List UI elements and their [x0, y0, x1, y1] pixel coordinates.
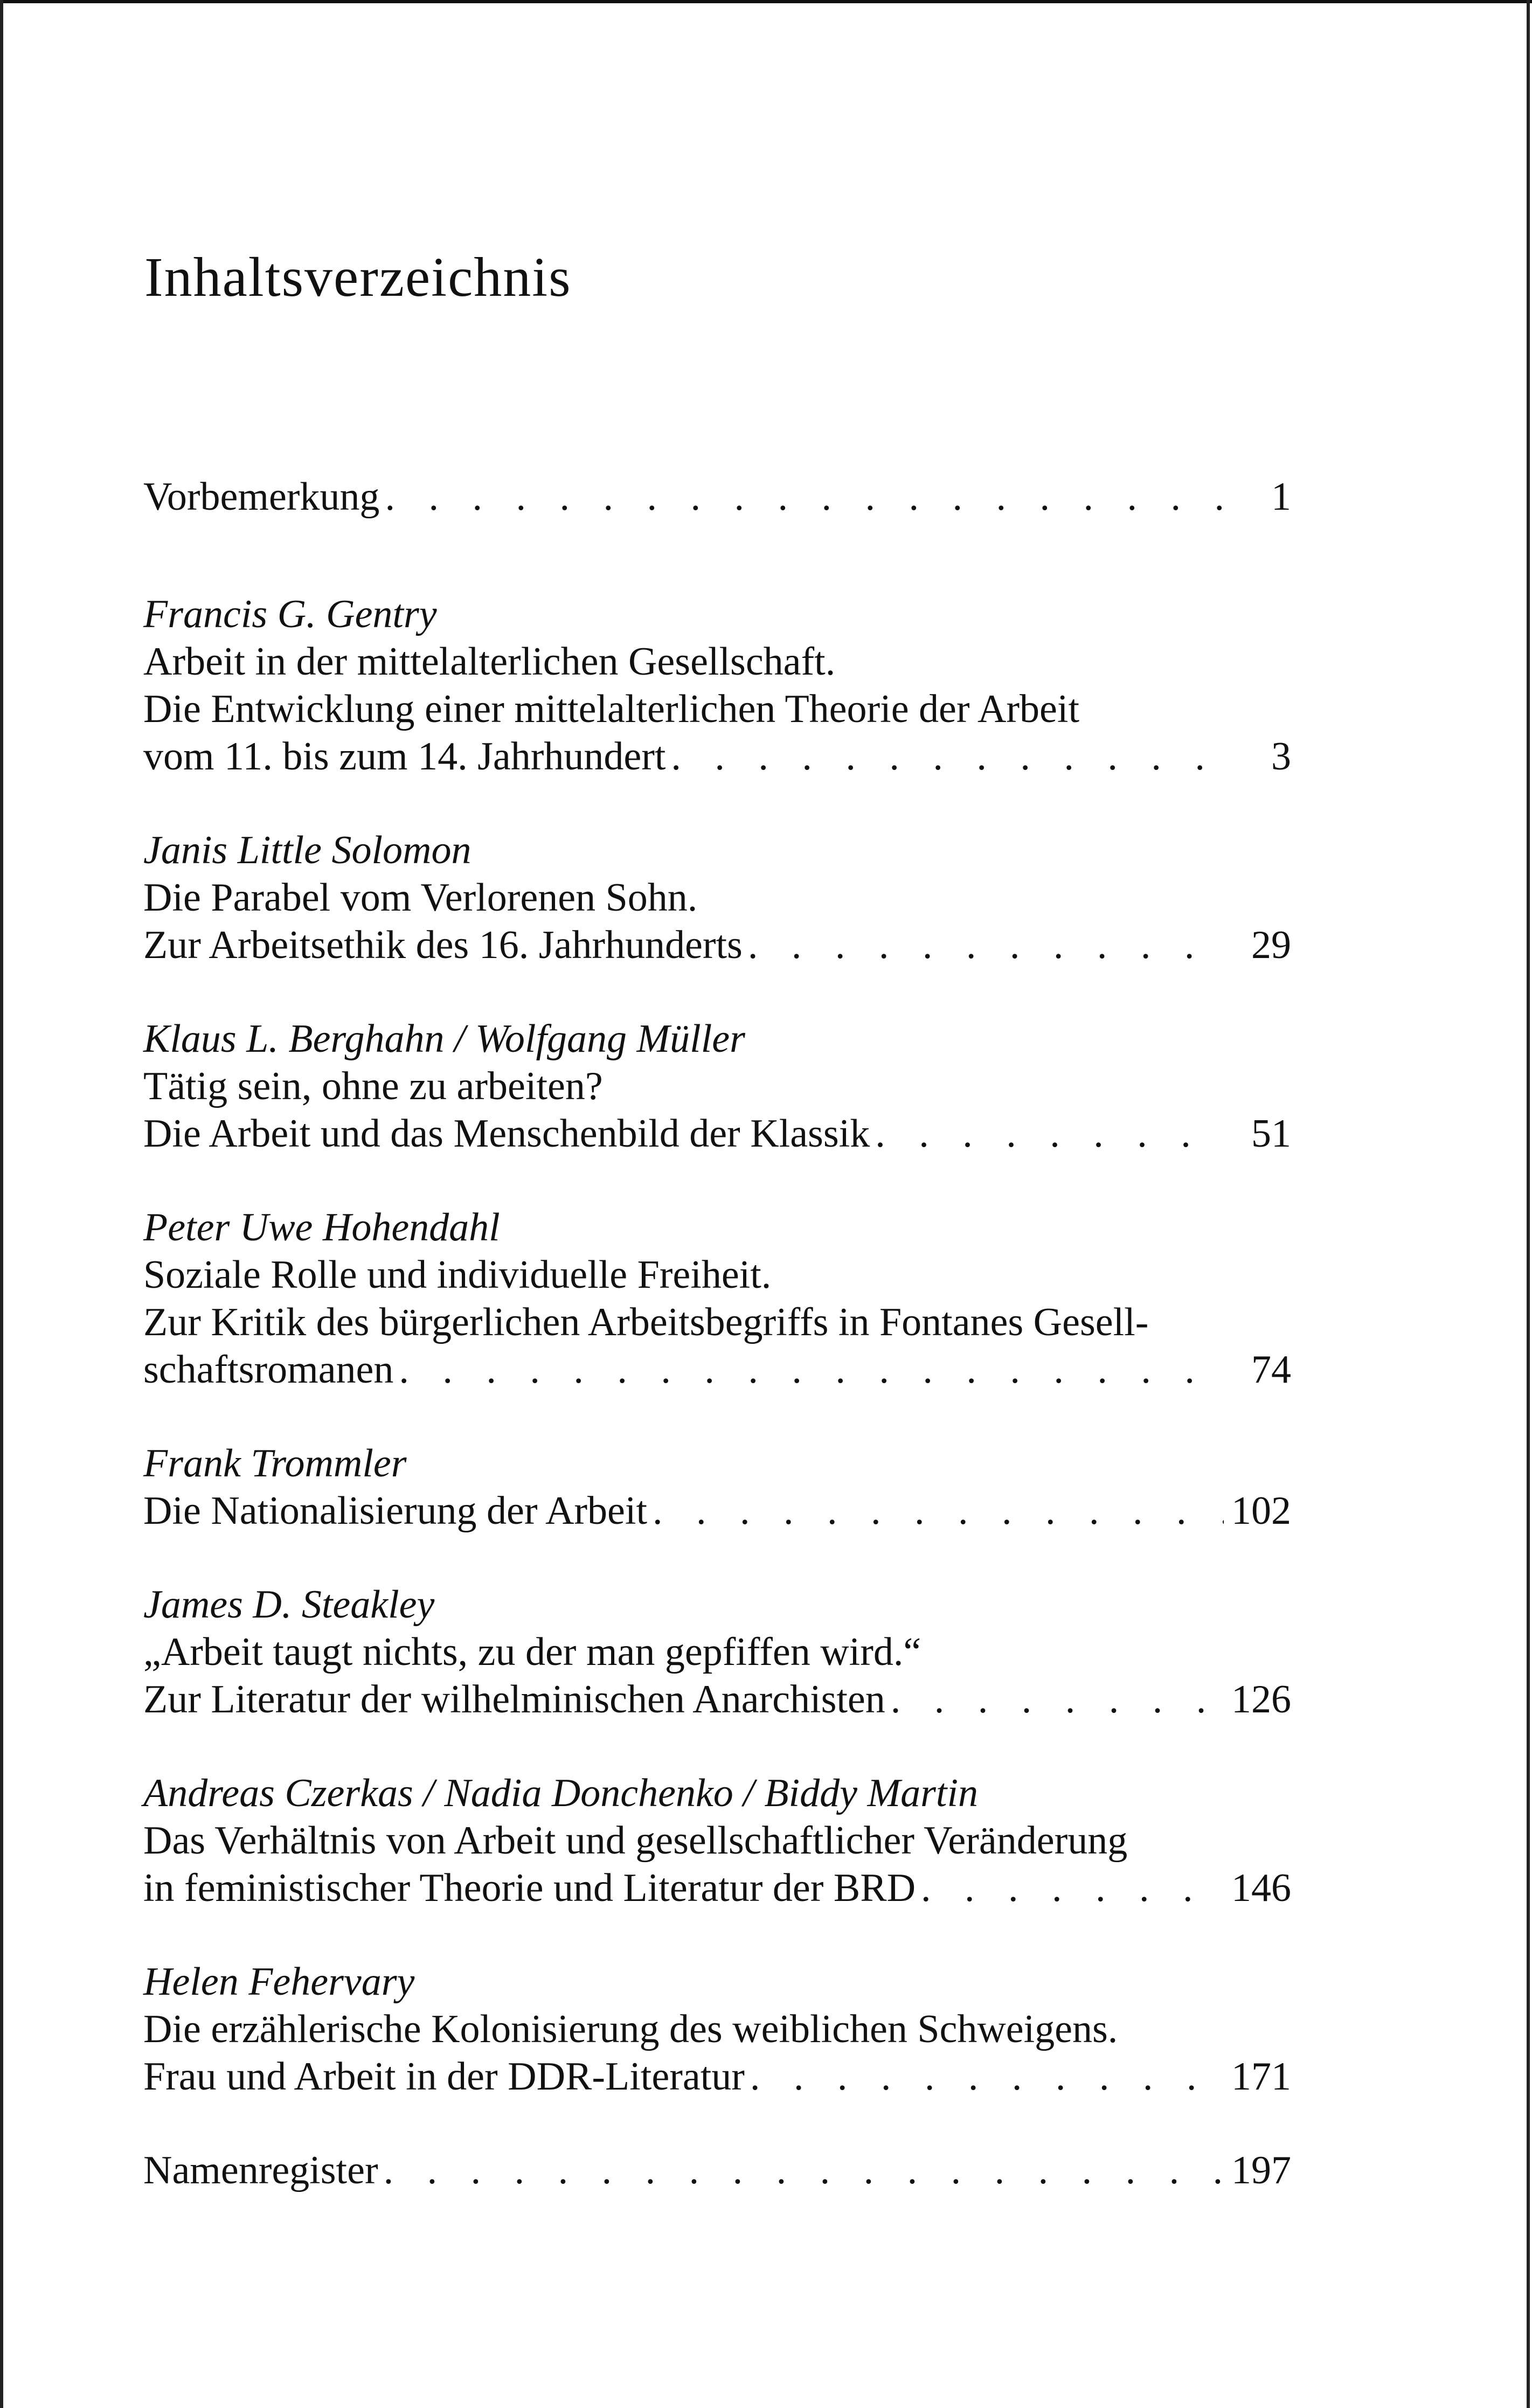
toc-entry-page-number: 171 [1231, 2055, 1291, 2099]
toc-entry [143, 1015, 1291, 1157]
toc-entry-author: Francis G. Gentry [143, 592, 437, 636]
toc-entry-final-line [143, 1864, 1291, 1912]
toc-entry-page-number: 74 [1251, 1348, 1291, 1392]
toc-entry-author: Andreas Czerkas / Nadia Donchenko / Biddy Martin [143, 1771, 979, 1815]
page-top-rule [0, 0, 1532, 3]
toc-entry [143, 1440, 1291, 1535]
dot-leader [384, 2147, 1224, 2194]
toc-entry [143, 1958, 1291, 2100]
toc-entry-final-line [143, 2053, 1291, 2100]
toc-entry-title-end: Zur Literatur der wilhelminischen Anarchisten [143, 1677, 885, 1722]
dot-leader [891, 1676, 1224, 1723]
toc-entry-page-number: 102 [1231, 1489, 1291, 1533]
toc-entry-page-number: 146 [1231, 1866, 1291, 1910]
dot-leader [748, 921, 1224, 969]
toc-entry-title-end: schaftsromanen [143, 1348, 394, 1392]
toc-entry-title-end: Namenregister [143, 2148, 378, 2192]
toc-entry-title-line: Tätig sein, ohne zu arbeiten? [143, 1064, 603, 1108]
dot-leader [399, 1346, 1224, 1393]
toc-entry-page-number: 126 [1231, 1677, 1291, 1722]
toc-entry-title-end: in feministischer Theorie und Literatur der BRD [143, 1866, 916, 1910]
dot-leader [385, 473, 1224, 521]
toc-entry-page-number: 29 [1251, 923, 1291, 967]
toc-entry-final-line [143, 1110, 1291, 1157]
toc-entry-title-line: Die Entwicklung einer mittelalterlichen Theorie der Arbeit [143, 687, 1080, 731]
toc-entry-title-line: Arbeit in der mittelalterlichen Gesellschaft. [143, 640, 836, 684]
toc-entry [143, 2147, 1291, 2194]
toc-entry [143, 473, 1291, 521]
toc-entry-title-end: Zur Arbeitsethik des 16. Jahrhunderts [143, 923, 743, 967]
toc-entry-final-line [143, 1487, 1291, 1535]
toc-entry-title-line: „Arbeit taugt nichts, zu der man gepfiffen wird.“ [143, 1630, 921, 1674]
toc-entry-title-end: Frau und Arbeit in der DDR-Literatur [143, 2055, 745, 2099]
toc-entry-author: James D. Steakley [143, 1583, 435, 1627]
toc-entry-author: Helen Fehervary [143, 1960, 415, 2004]
toc-entry-final-line [143, 2147, 1291, 2194]
toc-entry-page-number: 3 [1271, 734, 1291, 779]
toc-entry-author: Janis Little Solomon [143, 828, 472, 872]
toc-entry-title-line: Soziale Rolle und individuelle Freiheit. [143, 1253, 772, 1297]
toc-entry-final-line [143, 1346, 1291, 1393]
toc-entry-title-end: Vorbemerkung [143, 475, 380, 519]
toc-entry-final-line [143, 473, 1291, 521]
toc-entry [143, 827, 1291, 969]
toc-entry-title-end: Die Nationalisierung der Arbeit [143, 1489, 648, 1533]
page-left-edge [0, 0, 3, 2408]
toc-entry-title-line: Zur Kritik des bürgerlichen Arbeitsbegriffs in Fontanes Gesell- [143, 1300, 1149, 1344]
toc-entry [143, 1204, 1291, 1393]
toc-entry-title-line: Die Parabel vom Verlorenen Sohn. [143, 876, 698, 920]
toc-entry-page-number: 1 [1271, 475, 1291, 519]
page-right-edge [1527, 0, 1530, 2408]
toc-entry-title-line: Die erzählerische Kolonisierung des weiblichen Schweigens. [143, 2007, 1118, 2051]
toc-entry-page-number: 51 [1251, 1112, 1291, 1156]
toc-entry-final-line [143, 733, 1291, 780]
table-of-contents [143, 473, 1291, 2264]
dot-leader [875, 1110, 1224, 1157]
dot-leader [750, 2053, 1224, 2100]
page-title: Inhaltsverzeichnis [144, 246, 572, 308]
toc-entry-author: Frank Trommler [143, 1441, 407, 1486]
toc-entry [143, 1581, 1291, 1723]
toc-entry-title-end: Die Arbeit und das Menschenbild der Klassik [143, 1112, 870, 1156]
toc-entry [143, 591, 1291, 780]
toc-entry-final-line [143, 1676, 1291, 1723]
toc-entry-author: Peter Uwe Hohendahl [143, 1205, 500, 1250]
toc-entry-page-number: 197 [1231, 2148, 1291, 2192]
dot-leader [653, 1487, 1224, 1535]
toc-entry-title-end: vom 11. bis zum 14. Jahrhundert [143, 734, 666, 779]
toc-entry-author: Klaus L. Berghahn / Wolfgang Müller [143, 1017, 745, 1061]
dot-leader [921, 1864, 1224, 1912]
toc-entry-final-line [143, 921, 1291, 969]
toc-entry-title-line: Das Verhältnis von Arbeit und gesellschaftlicher Veränderung [143, 1819, 1128, 1863]
dot-leader [671, 733, 1224, 780]
toc-entry [143, 1769, 1291, 1912]
